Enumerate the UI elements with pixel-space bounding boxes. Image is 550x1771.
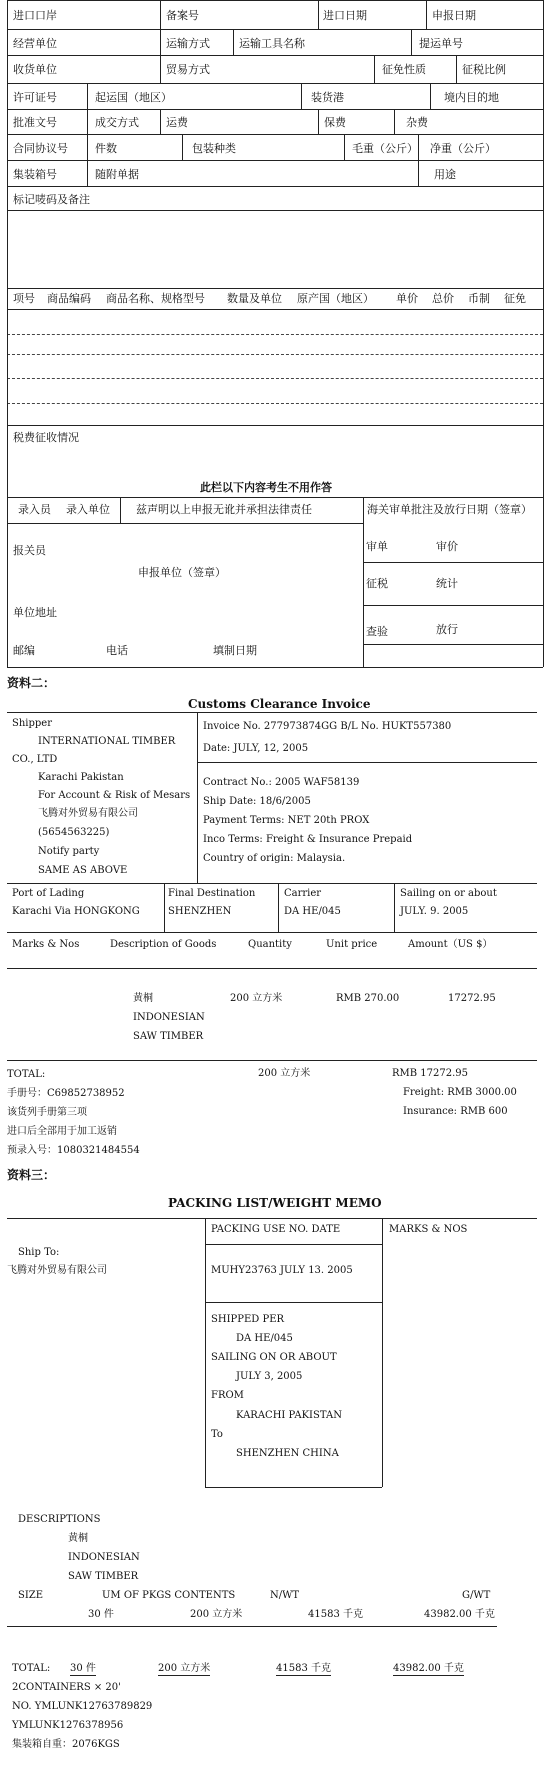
field-import-date: 进口日期 [323,9,367,22]
pl-goods-3: SAW TIMBER [68,1571,139,1582]
container-no-2: YMLUNK1276378956 [12,1720,124,1731]
customs-approval: 海关审单批注及放行日期（签章） [367,503,532,516]
port-of-lading-label: Port of Lading [12,888,85,899]
goods-quantity: 200 立方米 [230,993,283,1004]
goods-line-1: 黄桐 [133,993,153,1004]
statistics: 统计 [436,577,458,590]
sailing-date: JULY. 9. 2005 [400,906,469,917]
tax-status: 税费征收情况 [13,431,79,444]
field-freight: 运费 [166,116,188,129]
section3-heading: 资料三： [7,1168,56,1182]
containers-info: 2CONTAINERS × 20' [12,1682,121,1693]
pl-net-weight: 41583 千克 [308,1609,363,1620]
unit-address: 单位地址 [13,606,57,619]
field-usage: 用途 [434,168,456,181]
manual-item: 该货列手册第三项 [7,1107,87,1118]
field-vehicle-name: 运输工具名称 [239,37,305,50]
postcode: 邮编 [13,644,35,657]
packing-title: PACKING LIST/WEIGHT MEMO [168,1196,382,1210]
field-domestic-dest: 境内目的地 [444,91,499,104]
field-operator: 经营单位 [13,37,57,50]
pl-total-pieces: 30 件 [70,1663,96,1674]
field-loading-port: 装货港 [311,91,344,104]
field-record-no: 备案号 [166,9,199,22]
container-tare: 集装箱自重：2076KGS [12,1739,120,1750]
invoice-number: Invoice No. 277973874GG B/L No. HUKT557380 [203,721,452,732]
invoice-freight: Freight: RMB 3000.00 [403,1087,517,1098]
descriptions-label: DESCRIPTIONS [18,1514,101,1525]
ship-to-label: Ship To: [18,1247,60,1258]
final-destination: SHENZHEN [168,906,232,917]
packing-use-label: PACKING USE NO. DATE [211,1224,341,1235]
pl-total-gross: 43982.00 千克 [393,1663,464,1674]
ship-to-consignee: 飞腾对外贸易有限公司 [7,1265,107,1276]
pl-gross-weight: 43982.00 千克 [424,1609,495,1620]
manual-no: 手册号：C69852738952 [7,1088,125,1099]
declaration-statement: 兹声明以上申报无讹并承担法律责任 [136,503,312,516]
goods-line-2: INDONESIAN [133,1012,205,1023]
size-label: SIZE [18,1590,44,1601]
inspection: 查验 [366,625,388,638]
field-remarks: 标记唛码及备注 [13,193,90,206]
field-misc: 杂费 [406,116,428,129]
nwt-label: N/WT [270,1590,300,1601]
field-net-weight: 净重（公斤） [430,142,496,155]
exam-notice: 此栏以下内容考生不用作答 [200,481,332,494]
field-gross-weight: 毛重（公斤） [352,142,418,155]
pl-total-net: 41583 千克 [276,1663,331,1674]
gwt-label: G/WT [462,1590,491,1601]
field-transport-mode: 运输方式 [166,37,210,50]
entry-unit: 录入单位 [66,503,110,516]
goods-amount: 17272.95 [448,993,496,1004]
pl-volume: 200 立方米 [190,1609,243,1620]
field-insurance: 保费 [324,116,346,129]
entry-clerk: 录入员 [18,503,51,516]
field-origin-country: 起运国（地区） [95,91,172,104]
carrier: DA HE/045 [284,906,341,917]
fill-date: 填制日期 [213,644,257,657]
pl-goods-2: INDONESIAN [68,1552,140,1563]
field-exemption-nature: 征免性质 [382,63,426,76]
field-approval-no: 批准文号 [13,116,57,129]
declaring-unit-seal: 申报单位（签章） [138,566,226,579]
packing-number: MUHY23763 JULY 13. 2005 [211,1265,353,1276]
pre-entry-no: 预录入号：1080321484554 [7,1145,140,1156]
field-attached-docs: 随附单据 [95,168,139,181]
processing-note: 进口后全部用于加工返销 [7,1126,117,1137]
field-tax-ratio: 征税比例 [462,63,506,76]
field-contract-no: 合同协议号 [13,142,68,155]
final-destination-label: Final Destination [168,888,256,899]
invoice-insurance: Insurance: RMB 600 [403,1106,508,1117]
invoice-total-qty: 200 立方米 [258,1068,311,1079]
field-trade-mode: 贸易方式 [166,63,210,76]
invoice-date: Date: JULY, 12, 2005 [203,743,309,754]
field-declare-date: 申报日期 [432,9,476,22]
declarant: 报关员 [13,544,46,557]
marks-label: MARKS & NOS [389,1224,468,1235]
release: 放行 [436,623,458,636]
field-bl-no: 提运单号 [419,37,463,50]
invoice-total-label: TOTAL: [7,1069,46,1080]
field-pieces: 件数 [95,142,117,155]
um-pkgs-label: UM OF PKGS CONTENTS [102,1590,236,1601]
field-consignee: 收货单位 [13,63,57,76]
telephone: 电话 [106,644,128,657]
invoice-total-amount: RMB 17272.95 [392,1068,469,1079]
pl-total-label: TOTAL: [12,1663,51,1674]
invoice-title: Customs Clearance Invoice [188,697,371,711]
field-import-port: 进口口岸 [13,9,57,22]
container-no-1: NO. YMLUNK12763789829 [12,1701,153,1712]
goods-unit-price: RMB 270.00 [336,993,400,1004]
tax-levy: 征税 [366,577,388,590]
carrier-label: Carrier [284,888,322,899]
field-deal-mode: 成交方式 [95,116,139,129]
pl-total-volume: 200 立方米 [158,1663,211,1674]
pl-goods-1: 黄桐 [68,1533,88,1544]
field-license-no: 许可证号 [13,91,57,104]
port-of-lading: Karachi Via HONGKONG [12,906,140,917]
sailing-label: Sailing on or about [400,888,497,899]
field-packing-type: 包装种类 [192,142,236,155]
goods-line-3: SAW TIMBER [133,1031,204,1042]
pl-pieces: 30 件 [88,1609,114,1620]
field-container-no: 集装箱号 [13,168,57,181]
price-review: 审价 [436,540,458,553]
doc-review: 审单 [366,540,388,553]
section2-heading: 资料二： [7,676,56,690]
